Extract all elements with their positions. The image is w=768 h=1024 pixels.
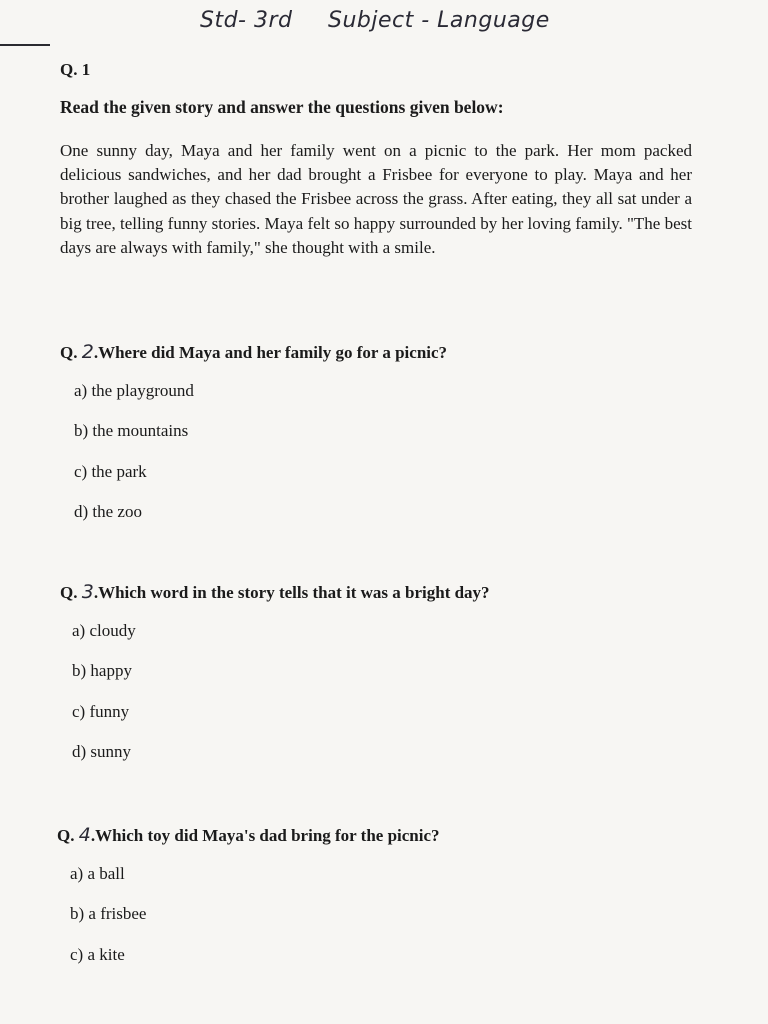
question-prefix: Q. [60,583,78,602]
story-paragraph: One sunny day, Maya and her family went on a picnic to the park. Her mom packed delicious sandwiches, and her dad brought a Frisbee for everyone to play. Maya and her brother laughed as they chased the Frisbee across the grass. After eating, they all sat under a big tree, telling funny stories. Maya felt so happy surrounded by her loving family. "The best days are always with family," she thought with a smile. [60,141,692,257]
option-c: c) the park [74,461,147,481]
question-number: 4 [78,824,91,846]
question-3-options [72,621,136,782]
question-number: 3 [81,581,94,603]
question-prefix: Q. [60,343,78,362]
question-3 [60,581,490,603]
option-a: a) cloudy [72,621,136,640]
option-c: c) a kite [70,944,125,964]
subject-label: Subject - Language [328,8,550,33]
question-text: .Where did Maya and her family go for a picnic? [93,343,448,362]
option-b: b) happy [72,661,132,681]
option-b: b) a frisbee [70,904,147,924]
instructions: Read the given story and answer the questions given below: [60,97,504,117]
question-4 [57,824,440,846]
option-a: a) a ball [70,864,125,883]
question-2 [60,341,447,363]
question-text: .Which toy did Maya's dad bring for the picnic? [90,826,440,845]
question-1-label: Q. 1 [60,60,91,79]
option-d: d) sunny [72,741,132,761]
question-text: .Which word in the story tells that it was a bright day? [93,583,490,602]
question-prefix: Q. [57,826,75,845]
option-c: c) funny [72,701,130,721]
question-2-options [74,381,194,542]
margin-pen-mark [0,44,50,46]
option-b: b) the mountains [74,421,189,441]
standard-label: Std- 3rd [200,8,293,33]
option-a: a) the playground [74,381,194,400]
question-4-options [70,864,146,985]
question-number: 2 [81,341,94,363]
option-d: d) the zoo [74,501,142,521]
